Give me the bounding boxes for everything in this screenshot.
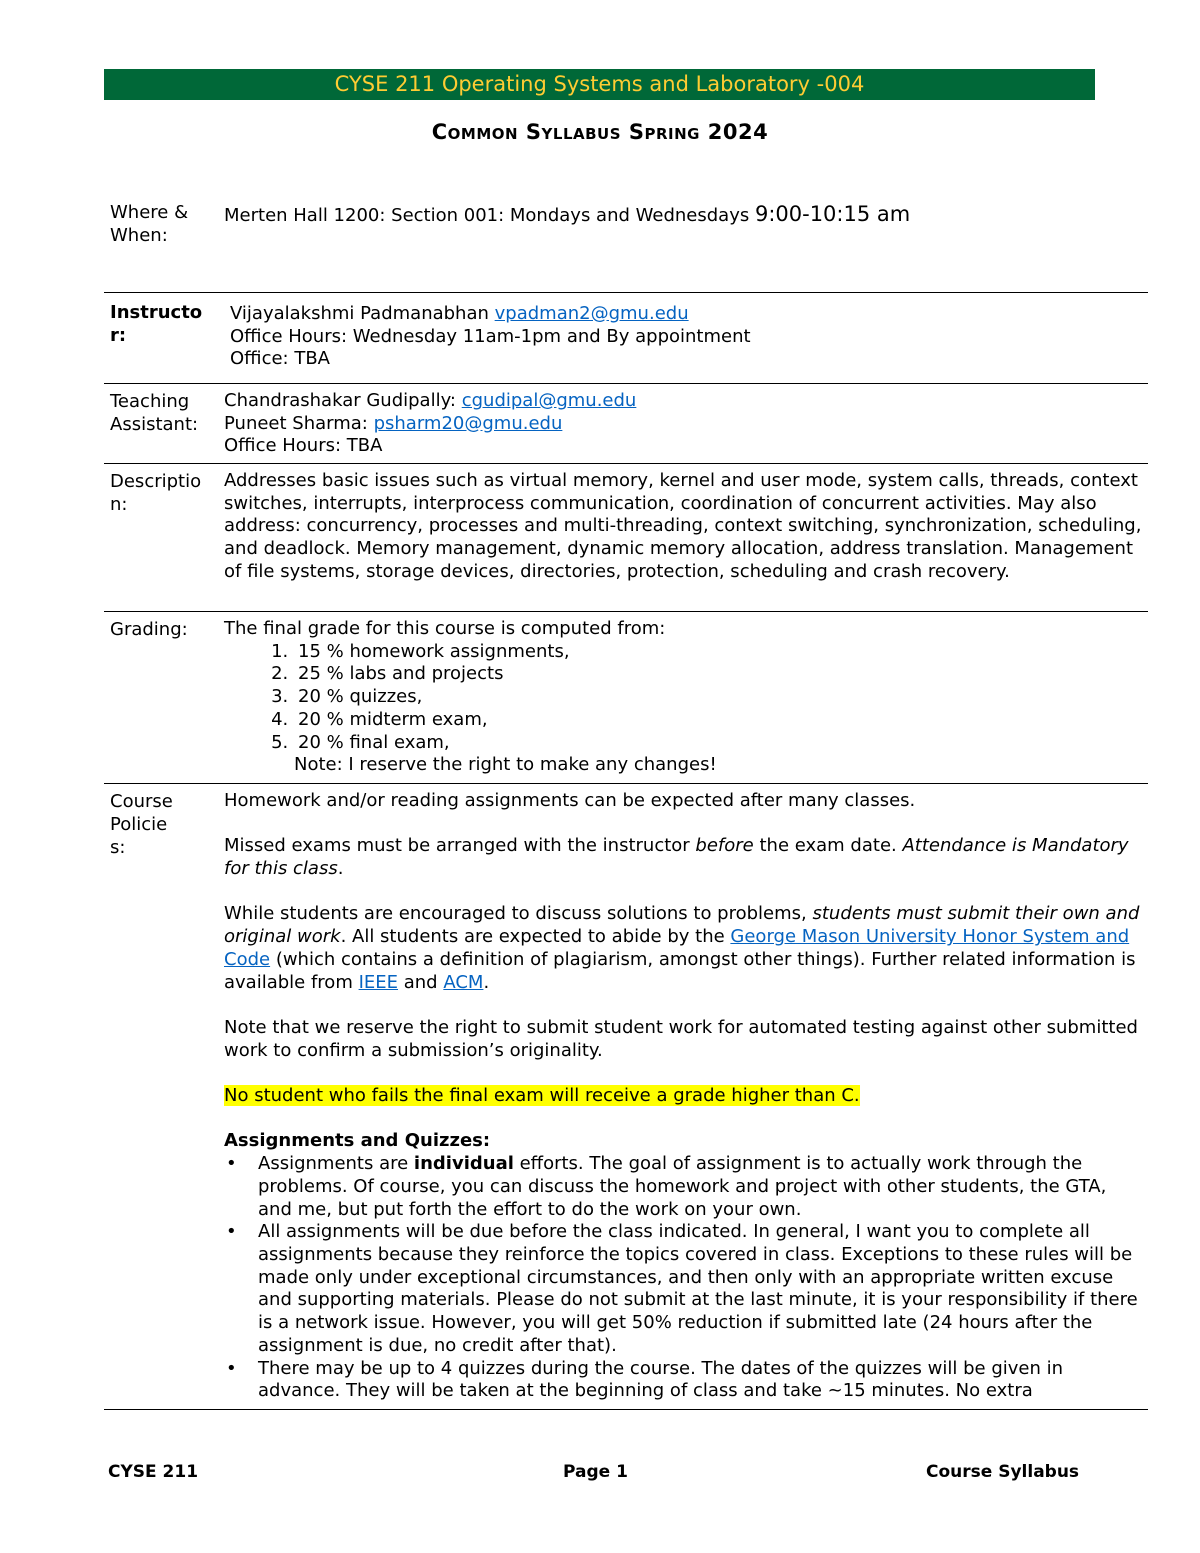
footer-page-number: Page 1 bbox=[563, 1462, 628, 1482]
ta1-name: Chandrashakar Gudipally: bbox=[224, 390, 462, 411]
policy-automated-testing: Note that we reserve the right to submit student work for automated testing against other submitted work to confirm a submission’s originality. bbox=[224, 1016, 1138, 1061]
footer-course: CYSE 211 bbox=[108, 1462, 199, 1482]
grading-label: Grading: bbox=[110, 619, 188, 640]
grading-item: 5. 20 % final exam, bbox=[294, 732, 1142, 755]
grading-intro: The final grade for this course is computed from: bbox=[224, 618, 666, 639]
where-when-content bbox=[224, 203, 1142, 228]
description-text: Addresses basic issues such as virtual memory, kernel and user mode, system calls, threads, context switches, interrupts, interprocess communication, coordination of concurrent activities. May also address: concurrency, processes and multi-threading, context switching, synchronization, scheduling, and deadlock. Memory management, dynamic memory allocation, address translation. Management of file systems, storage devices, directories, protection, scheduling and crash recovery. bbox=[224, 470, 1142, 582]
assignments-item: • All assignments will be due before the class indicated. In general, I want you to complete all assignments because they reinforce the topics covered in class. Exceptions to these rules will be made only under exceptional circumstances, and then only with an appropriate written excuse and supporting materials. Please do not submit at the last minute, it is your responsibility if there is a network issue. However, you will get 50% reduction if submitted late (24 hours after the assignment is due, no credit after that). bbox=[258, 1221, 1142, 1357]
assignments-list bbox=[224, 1153, 1142, 1403]
description-row bbox=[104, 463, 1148, 612]
policy-missed-exams: Missed exams must be arranged with the instructor before the exam date. Attendance is Mandatory for this class. bbox=[224, 835, 1129, 880]
syllabus-subtitle: Common Syllabus Spring 2024 bbox=[431, 120, 769, 144]
instructor-email-link[interactable]: vpadman2@gmu.edu bbox=[494, 303, 689, 324]
ta1-email-link[interactable]: cgudipal@gmu.edu bbox=[461, 390, 637, 411]
ta-office-hours: Office Hours: TBA bbox=[224, 435, 383, 457]
where-when-row bbox=[104, 195, 1148, 291]
grading-item: 4. 20 % midterm exam, bbox=[294, 709, 1142, 732]
description-label: Description: bbox=[110, 471, 202, 515]
policies-content bbox=[224, 790, 1142, 1403]
class-time: 9:00-10:15 am bbox=[754, 202, 911, 226]
policy-honor-code: While students are encouraged to discuss solutions to problems, students must submit their own and original work. All students are expected to abide by the George Mason University Honor System and Code (which contains a definition of plagiarism, amongst other things). Further related information is available from IEEE and ACM. bbox=[224, 903, 1140, 993]
assignments-item: • Assignments are individual efforts. The goal of assignment is to actually work through the problems. Of course, you can discuss the homework and project with other students, the GTA, and me, but put forth the effort to do the work on your own. bbox=[258, 1153, 1142, 1221]
policy-final-exam-highlight: No student who fails the final exam will receive a grade higher than C. bbox=[224, 1085, 860, 1107]
table-bottom-rule bbox=[104, 1409, 1148, 1410]
honor-code-link[interactable]: George Mason University Honor System and Code bbox=[224, 926, 1130, 970]
grading-item: 2. 25 % labs and projects bbox=[294, 663, 1142, 686]
policies-label: Course Policies: bbox=[110, 791, 173, 858]
policies-row bbox=[104, 783, 1148, 1410]
grading-item: 3. 20 % quizzes, bbox=[294, 686, 1142, 709]
grading-content bbox=[224, 618, 1142, 777]
footer-doc-title: Course Syllabus bbox=[926, 1462, 1080, 1482]
assignments-quizzes-heading: Assignments and Quizzes: bbox=[224, 1130, 491, 1152]
grading-note: Note: I reserve the right to make any changes! bbox=[294, 754, 717, 776]
where-when-text: Merten Hall 1200: Section 001: Mondays and Wednesdays bbox=[224, 205, 755, 226]
instructor-row bbox=[104, 292, 1148, 384]
instructor-office-hours: Office Hours: Wednesday 11am-1pm and By appointment bbox=[230, 325, 751, 347]
grading-row bbox=[104, 611, 1148, 784]
where-when-label: Where & When: bbox=[110, 202, 189, 246]
instructor-name: Vijayalakshmi Padmanabhan bbox=[230, 303, 495, 324]
instructor-content bbox=[230, 303, 1148, 371]
assignments-item: • There may be up to 4 quizzes during the course. The dates of the quizzes will be given in advance. They will be taken at the beginning of class and take ~15 minutes. No extra bbox=[258, 1358, 1142, 1403]
grading-list bbox=[224, 641, 1142, 755]
instructor-label: Instructor: bbox=[110, 302, 203, 346]
policy-homework: Homework and/or reading assignments can be expected after many classes. bbox=[224, 790, 916, 811]
ta-content bbox=[224, 390, 1142, 458]
ta2-name: Puneet Sharma: bbox=[224, 412, 374, 434]
course-title: CYSE 211 Operating Systems and Laboratory -004 bbox=[334, 72, 865, 96]
ta2-email-link[interactable]: psharm20@gmu.edu bbox=[373, 412, 563, 434]
grading-item: 1. 15 % homework assignments, bbox=[294, 641, 1142, 664]
ieee-link[interactable]: IEEE bbox=[358, 971, 399, 993]
ta-row bbox=[104, 383, 1148, 464]
course-title-banner bbox=[104, 69, 1095, 100]
ta-label: Teaching Assistant: bbox=[110, 391, 199, 435]
acm-link[interactable]: ACM bbox=[443, 971, 484, 993]
instructor-office: Office: TBA bbox=[230, 348, 330, 370]
